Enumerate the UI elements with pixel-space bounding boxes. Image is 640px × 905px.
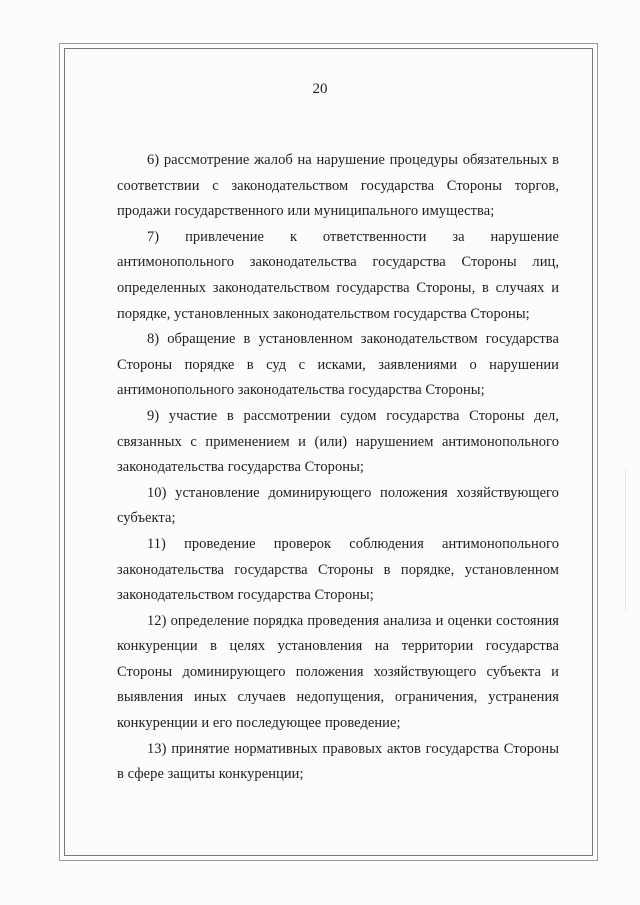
list-item: 13) принятие нормативных правовых актов государства Стороны в сфере защиты конкуренции; bbox=[117, 740, 559, 783]
list-item: 7) привлечение к ответственности за нарушение антимонопольного законодательства государства Стороны лиц, определенных законодательством государства Стороны, в случаях и порядке, установленных законодательством государства Стороны; bbox=[117, 228, 559, 322]
list-item: 10) установление доминирующего положения хозяйствующего субъекта; bbox=[117, 484, 559, 527]
list-item: 9) участие в рассмотрении судом государства Стороны дел, связанных с применением и (или) нарушением антимонопольного законодательства государства Стороны; bbox=[117, 407, 559, 476]
scan-artifact-line bbox=[625, 470, 626, 610]
list-item: 8) обращение в установленном законодательством государства Стороны порядке в суд с исками, заявлениями о нарушении антимонопольного законодательства государства Стороны; bbox=[117, 331, 559, 399]
list-item: 11) проведение проверок соблюдения антимонопольного законодательства государства Стороны в порядке, установленном законодательством государства Стороны; bbox=[117, 535, 559, 604]
list-item: 12) определение порядка проведения анализа и оценки состояния конкуренции в целях установления на территории государства Стороны доминирующего положения хозяйствующего субъекта и выявления иных случаев недопущения, ограничения, устранения конкуренции и его последующее проведение; bbox=[117, 612, 559, 732]
document-body bbox=[117, 148, 559, 788]
list-item: 6) рассмотрение жалоб на нарушение процедуры обязательных в соответствии с законодательством государства Стороны торгов, продажи государственного или муниципального имущества; bbox=[117, 152, 559, 220]
page-number: 20 bbox=[312, 81, 328, 97]
